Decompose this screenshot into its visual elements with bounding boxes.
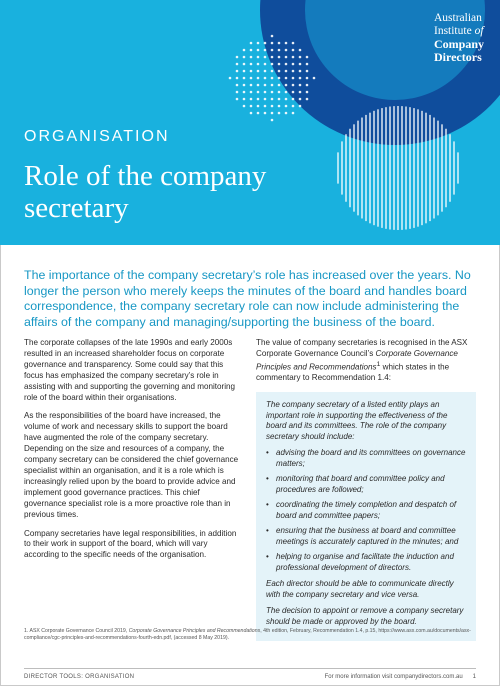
list-item: • coordinating the timely completion and despatch of board and committee papers; [266,500,466,521]
section-kicker: ORGANISATION [24,128,170,145]
footer-info [325,674,476,680]
right-column [256,338,476,641]
paragraph: Company secretaries have legal responsibilities, in addition to their work in support of the board, which will vary according to the specific needs of the organisation. [24,528,237,560]
page-number: 1 [472,674,476,680]
page-title: Role of the company secretary [24,160,267,224]
footer-divider [24,668,476,669]
header-band [0,0,500,245]
callout-list [266,448,466,573]
footer-link-text: For more information visit companydirectors.com.au [324,674,463,680]
aicd-logo: Australian Institute of Company Directors [433,12,484,64]
paragraph: As the responsibilities of the board have increased, the volume of work and necessary skills to support the board have augmented the role of the company secretary. Depending on the size and resources of a company, the company secretary can be considered the chief governance specialist within an organisation, and it is a role which is increasingly relied upon by the board to provide advice and implement good governance practices. This chief governance specialist role is a more proactive role than in previous times. [24,411,239,519]
callout-intro: The company secretary of a listed entity plays an important role in supporting the effectiveness of the board and its committees. The role of the company secretary should include: [266,400,448,441]
paragraph: The corporate collapses of the late 1990s and early 2000s resulted in an increased shareholder focus on corporate governance and transparency. Some could say that this focus has emphasized the company secretary’s role in assisting with and supporting the governing and monitoring role of the board within their organisations. [24,338,236,402]
list-item: • helping to organise and facilitate the induction and professional development of directors. [266,552,466,573]
list-item: • monitoring that board and committee policy and procedures are followed; [266,474,466,495]
list-item: • advising the board and its committees on governance matters; [266,448,466,469]
footer-section-label: DIRECTOR TOOLS: ORGANISATION [24,674,135,680]
footnote-ref: 1 [376,360,381,368]
footnote: 1. ASX Corporate Governance Council 2019, Corporate Governance Principles and Recommendations, 4th edition, February, Recommendation 1.4, p.15, https://www.asx.com.au/documents/asx-compliance/cgc-principles-and-recommendations-fourth-edn.pdf, (accessed 8 May 2019). [24,628,471,641]
list-item: • ensuring that the business at board and committee meetings is accurately captured in the minutes; and [266,526,466,547]
intro-paragraph: The value of company secretaries is recognised in the ASX Corporate Governance Council’s Corporate Governance Principles and Recommendations$^1$ which states in the commentary to Recommendation 1.4: [256,338,468,383]
quote-callout [256,392,476,641]
left-column [24,338,244,569]
callout-paragraph: The decision to appoint or remove a company secretary should be made or approved by the board. [266,606,464,626]
callout-paragraph: Each director should be able to communicate directly with the company secretary and vice versa. [266,579,454,599]
lead-paragraph: The importance of the company secretary’s role has increased over the years. No longer the person who merely keeps the minutes of the board and handles board correspondence, the company secretary role can now include administering the affairs of the company and managing/supporting the business of the board. [24,268,471,329]
